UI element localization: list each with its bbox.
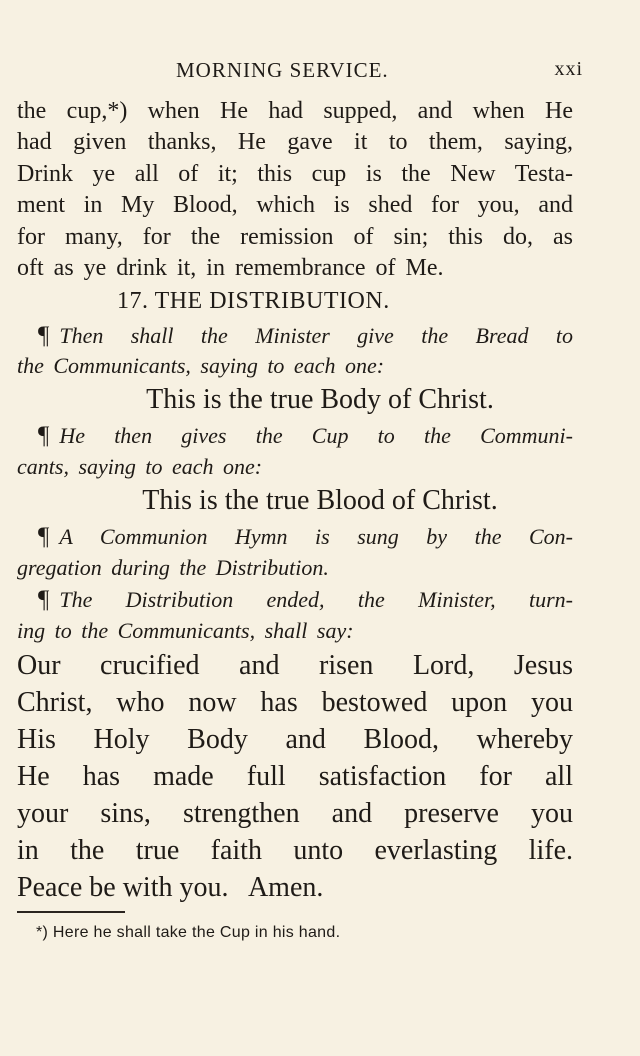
blessing-line: Our crucified and risen Lord, Jesus [17,650,573,681]
page-number: xxi [554,58,583,80]
pilcrow-icon: ¶ [38,586,50,613]
paragraph-line: ment in My Blood, which is shed for you, and [17,192,573,218]
rubric-line: cants, saying to each one: [17,454,263,479]
blessing-line: His Holy Body and Blood, whereby [17,724,573,755]
blessing-line: in the true faith unto everlasting life. [17,835,573,866]
rubric-text: The Distribution ended, the Minister, turn- [59,587,573,612]
running-header [0,58,640,88]
rubric-text: Then shall the Minister give the Bread to [59,323,573,348]
paragraph-line: had given thanks, He gave it to them, saying, [17,129,573,155]
footnote-rule [17,911,125,913]
rubric-text: A Communion Hymn is sung by the Con- [59,524,573,549]
rubric-line: ing to the Communicants, shall say: [17,618,354,643]
pilcrow-icon: ¶ [38,322,50,349]
pilcrow-icon: ¶ [38,523,50,550]
rubric-line: gregation during the Distribution. [17,555,329,580]
blessing-line: your sins, strengthen and preserve you [17,798,573,829]
footnote: *) Here he shall take the Cup in his hand. [36,924,341,941]
pilcrow-icon: ¶ [38,422,50,449]
rubric-line [38,321,573,351]
rubric-text: He then gives the Cup to the Communi- [59,423,573,448]
rubric-line: the Communicants, saying to each one: [17,353,385,378]
running-header-title: MORNING SERVICE. [176,58,389,82]
rubric-line [38,585,573,615]
section-heading: 17. THE DISTRIBUTION. [117,288,390,314]
blessing-line: Christ, who now has bestowed upon you [17,687,573,718]
blessing-line: He has made full satisfaction for all [17,761,573,792]
blessing-line: Peace be with you. Amen. [17,872,324,903]
paragraph-line: for many, for the remission of sin; this do, as [17,224,573,250]
words-of-distribution: This is the true Body of Christ. [146,384,494,415]
rubric-line [38,522,573,552]
paragraph-line: the cup,*) when He had supped, and when He [17,98,573,124]
paragraph-line: Drink ye all of it; this cup is the New Testa- [17,161,573,187]
words-of-distribution: This is the true Blood of Christ. [142,485,498,516]
rubric-line [38,421,573,451]
paragraph-line: oft as ye drink it, in remembrance of Me. [17,255,444,281]
